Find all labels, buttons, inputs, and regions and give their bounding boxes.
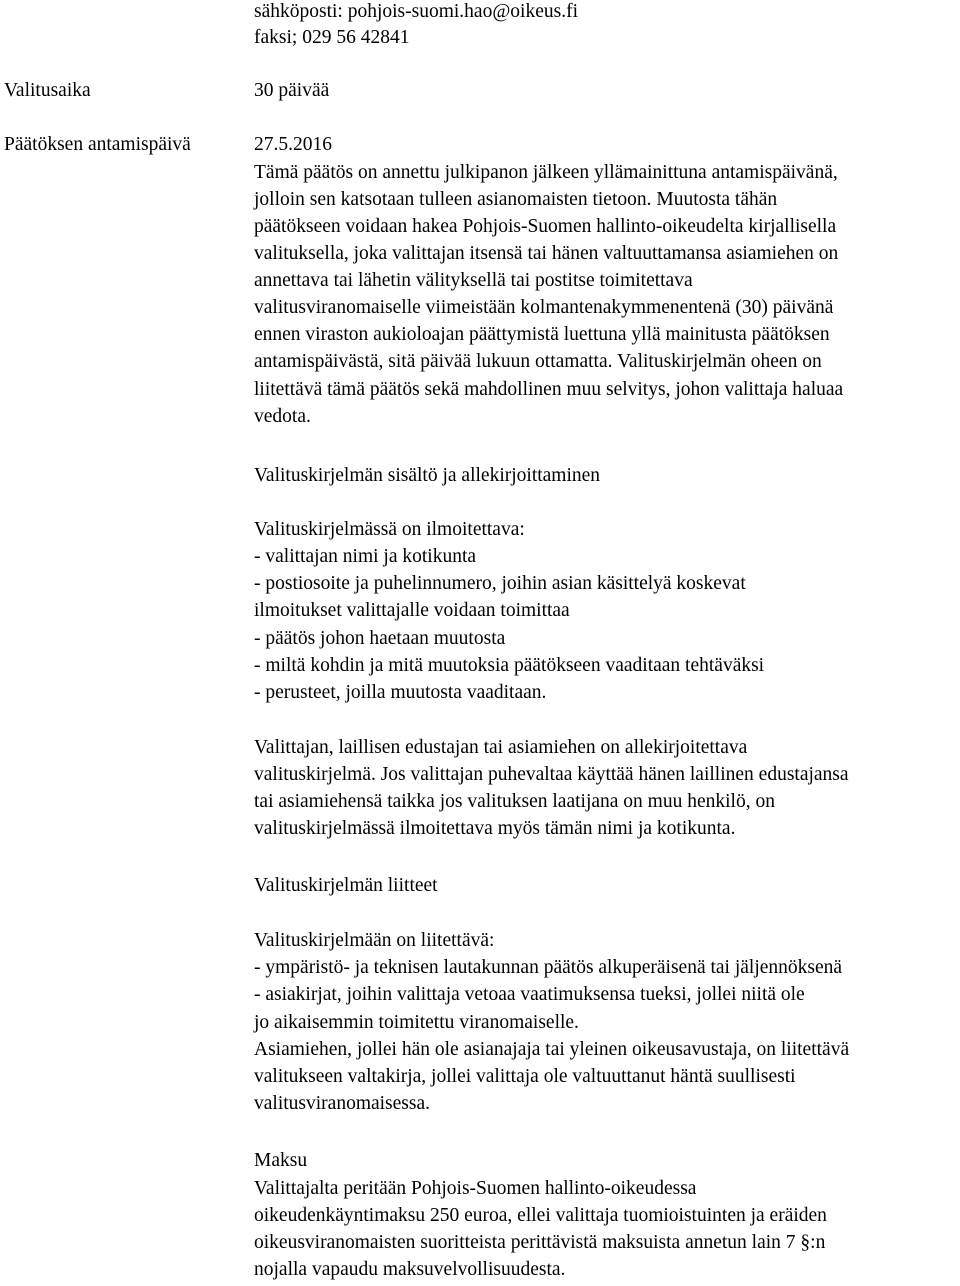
appeal-instructions-line: päätökseen voidaan hakea Pohjois-Suomen hallinto-oikeudelta kirjallisella	[254, 216, 837, 237]
attachments-item: Asiamiehen, jollei hän ole asianajaja tai yleinen oikeusavustaja, on liitettävä	[254, 1039, 850, 1060]
fee-text-line: Valittajalta peritään Pohjois-Suomen hallinto-oikeudessa	[254, 1178, 697, 1199]
attachments-item: - asiakirjat, joihin valittaja vetoaa vaatimuksensa tueksi, jollei niitä ole	[254, 984, 805, 1005]
fee-heading: Maksu	[254, 1150, 308, 1171]
contents-item: ilmoitukset valittajalle voidaan toimittaa	[254, 600, 570, 621]
attachments-heading: Valituskirjelmän liitteet	[254, 875, 438, 896]
attachments-item: valitusviranomaisessa.	[254, 1093, 431, 1114]
decision-date-label: Päätöksen antamispäivä	[4, 134, 191, 155]
fee-text-line: oikeusviranomaisten suoritteista perittävistä maksuista annetun lain 7 §:n	[254, 1232, 826, 1253]
signature-text-line: tai asiamiehensä taikka jos valituksen laatijana on muu henkilö, on	[254, 791, 775, 812]
attachments-item: - ympäristö- ja teknisen lautakunnan päätös alkuperäisenä tai jäljennöksenä	[254, 957, 843, 978]
appeal-instructions-line: liitettävä tämä päätös sekä mahdollinen muu selvitys, johon valittaja haluaa	[254, 379, 844, 400]
appeal-instructions-line: Tämä päätös on annettu julkipanon jälkeen yllämainittuna antamispäivänä,	[254, 162, 838, 183]
contact-fax: faksi; 029 56 42841	[254, 27, 410, 48]
appeal-instructions-line: jolloin sen katsotaan tulleen asianomaisten tietoon. Muutosta tähän	[254, 189, 778, 210]
contents-item: - perusteet, joilla muutosta vaaditaan.	[254, 682, 547, 703]
contents-intro: Valituskirjelmässä on ilmoitettava:	[254, 519, 525, 540]
signature-text-line: valituskirjelmä. Jos valittajan puhevaltaa käyttää hänen laillinen edustajansa	[254, 764, 849, 785]
attachments-intro: Valituskirjelmään on liitettävä:	[254, 930, 495, 951]
decision-date-value: 27.5.2016	[254, 134, 332, 155]
contents-heading: Valituskirjelmän sisältö ja allekirjoittaminen	[254, 465, 601, 486]
attachments-item: jo aikaisemmin toimitettu viranomaiselle.	[254, 1012, 579, 1033]
contact-email: sähköposti: pohjois-suomi.hao@oikeus.fi	[254, 1, 578, 22]
contents-item: - postiosoite ja puhelinnumero, joihin asian käsittelyä koskevat	[254, 573, 746, 594]
fee-text-line: nojalla vapaudu maksuvelvollisuudesta.	[254, 1259, 566, 1280]
appeal-instructions-line: antamispäivästä, sitä päivää lukuun ottamatta. Valituskirjelmän oheen on	[254, 351, 822, 372]
contents-item: - päätös johon haetaan muutosta	[254, 628, 506, 649]
appeal-instructions-line: ennen viraston aukioloajan päättymistä luettuna yllä mainitusta päätöksen	[254, 324, 830, 345]
attachments-item: valitukseen valtakirja, jollei valittaja ole valtuuttanut häntä suullisesti	[254, 1066, 796, 1087]
appeal-instructions-line: annettava tai lähetin välityksellä tai postitse toimitettava	[254, 270, 693, 291]
fee-text-line: oikeudenkäyntimaksu 250 euroa, ellei valittaja tuomioistuinten ja eräiden	[254, 1205, 827, 1226]
appeal-instructions-line: vedota.	[254, 406, 311, 427]
appeal-instructions-line: valituksella, joka valittajan itsensä tai hänen valtuuttamansa asiamiehen on	[254, 243, 839, 264]
signature-text-line: Valittajan, laillisen edustajan tai asiamiehen on allekirjoitettava	[254, 737, 748, 758]
appeal-instructions-line: valitusviranomaiselle viimeistään kolmantenakymmenentenä (30) päivänä	[254, 297, 834, 318]
contents-item: - miltä kohdin ja mitä muutoksia päätökseen vaaditaan tehtäväksi	[254, 655, 765, 676]
appeal-period-value: 30 päivää	[254, 80, 330, 101]
appeal-period-label: Valitusaika	[4, 80, 91, 101]
contents-item: - valittajan nimi ja kotikunta	[254, 546, 477, 567]
signature-text-line: valituskirjelmässä ilmoitettava myös tämän nimi ja kotikunta.	[254, 818, 736, 839]
